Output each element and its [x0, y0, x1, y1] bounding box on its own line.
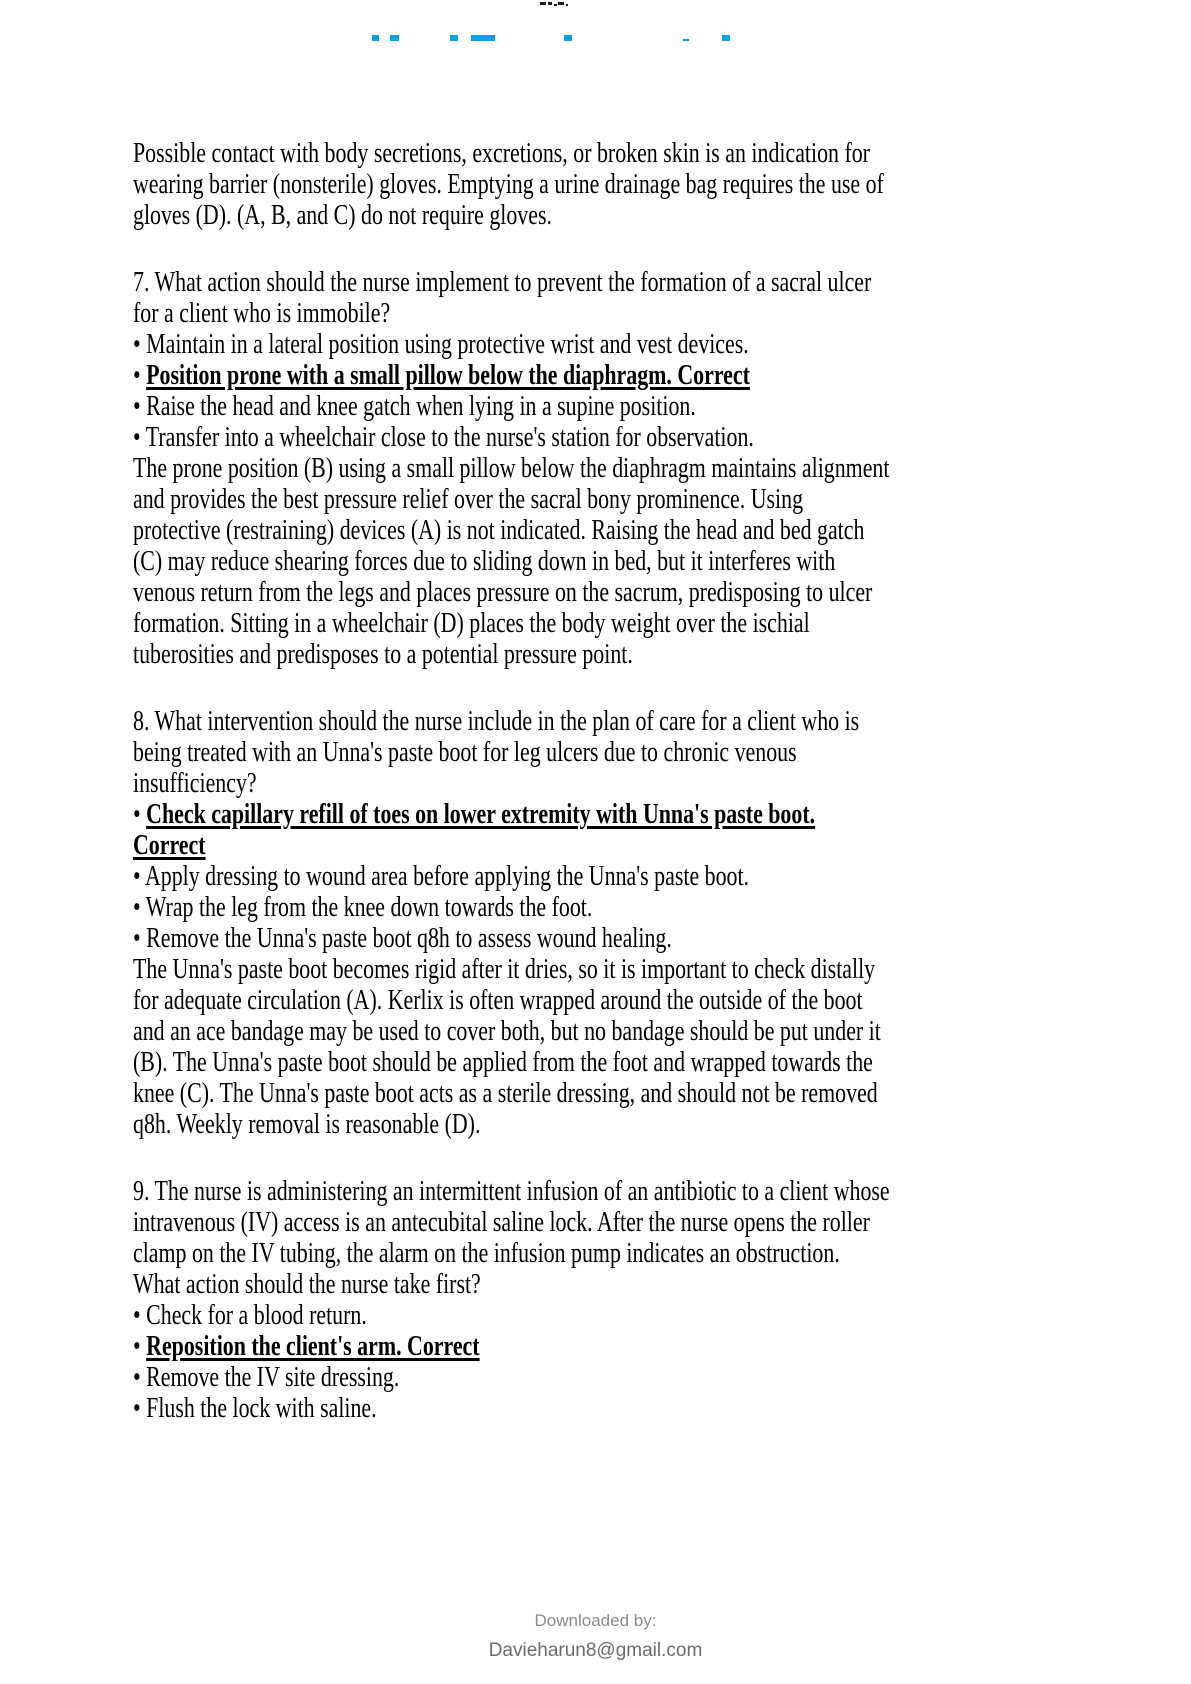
question-block	[133, 706, 1009, 799]
options-block	[133, 329, 1009, 453]
rationale-line: The Unna's paste boot becomes rigid after it dries, so it is important to check distally	[133, 953, 876, 985]
question-line: What action should the nurse take first?	[133, 1268, 481, 1300]
rationale-line: and provides the best pressure relief over the sacral bony prominence. Using	[133, 483, 804, 515]
answer-option	[133, 1300, 1009, 1331]
answer-option	[133, 422, 1009, 453]
answer-text: Apply dressing to wound area before applying the Unna's paste boot.	[144, 860, 750, 892]
bullet-icon: •	[133, 328, 147, 360]
top-dash-artifact	[548, 2, 552, 5]
answer-text: Remove the IV site dressing.	[146, 1361, 400, 1393]
question-line: clamp on the IV tubing, the alarm on the infusion pump indicates an obstruction.	[133, 1237, 840, 1269]
paragraph-line: wearing barrier (nonsterile) gloves. Emptying a urine drainage bag requires the use of	[133, 168, 884, 200]
answer-option	[133, 329, 1009, 360]
bullet-icon: •	[133, 421, 146, 453]
blue-text-fragment-artifact	[450, 35, 458, 41]
document-content	[133, 138, 1009, 1424]
top-dash-artifact	[554, 4, 557, 6]
bullet-icon: •	[133, 922, 147, 954]
question-line: 8. What intervention should the nurse include in the plan of care for a client who is	[133, 705, 860, 737]
top-dash-artifact	[540, 2, 546, 5]
rationale-block	[133, 954, 1009, 1140]
answer-text: Maintain in a lateral position using protective wrist and vest devices.	[146, 328, 749, 360]
question-line: insufficiency?	[133, 767, 257, 799]
answer-text: Raise the head and knee gatch when lying in a supine position.	[146, 390, 696, 422]
footer-email: Davieharun8@gmail.com	[488, 1640, 703, 1661]
paragraph-line: Possible contact with body secretions, excretions, or broken skin is an indication for	[133, 137, 870, 169]
rationale-line: protective (restraining) devices (A) is not indicated. Raising the head and bed gatch	[133, 514, 865, 546]
blue-text-fragment-artifact	[372, 35, 379, 41]
rationale-line: The prone position (B) using a small pillow below the diaphragm maintains alignment	[133, 452, 890, 484]
question-line: for a client who is immobile?	[133, 297, 391, 329]
rationale-line: formation. Sitting in a wheelchair (D) places the body weight over the ischial	[133, 607, 810, 639]
rationale-block	[133, 453, 1009, 670]
rationale-line: venous return from the legs and places pressure on the sacrum, predisposing to ulcer	[133, 576, 873, 608]
footer-downloaded-by-label: Downloaded by:	[534, 1611, 657, 1630]
rationale-line: knee (C). The Unna's paste boot acts as a sterile dressing, and should not be removed	[133, 1077, 878, 1109]
options-block	[133, 799, 1009, 954]
rationale-line: (B). The Unna's paste boot should be applied from the foot and wrapped towards the	[133, 1046, 873, 1078]
question-block	[133, 267, 1009, 329]
bullet-icon: •	[133, 1330, 147, 1362]
answer-text: Transfer into a wheelchair close to the nurse's station for observation.	[145, 421, 754, 453]
rationale-line: tuberosities and predisposes to a potential pressure point.	[133, 638, 633, 670]
top-dash-artifact	[558, 2, 564, 5]
answer-text: Wrap the leg from the knee down towards the foot.	[145, 891, 593, 923]
rationale-line: and an ace bandage may be used to cover both, but no bandage should be put under it	[133, 1015, 881, 1047]
answer-option	[133, 892, 1009, 923]
question-line: 7. What action should the nurse implement to prevent the formation of a sacral ulcer	[133, 266, 872, 298]
correct-answer-text: Reposition the client's arm. Correct	[146, 1330, 480, 1362]
answer-text: Flush the lock with saline.	[146, 1392, 377, 1424]
answer-option	[133, 1393, 1009, 1424]
answer-option-correct	[133, 1331, 1009, 1362]
answer-option-correct	[133, 799, 1009, 861]
bullet-icon: •	[133, 1299, 147, 1331]
answer-option	[133, 923, 1009, 954]
bullet-icon: •	[133, 359, 147, 391]
bullet-icon: •	[133, 798, 147, 830]
options-block	[133, 1300, 1009, 1424]
answer-option	[133, 861, 1009, 892]
top-dash-artifact	[566, 4, 568, 6]
answer-text: Remove the Unna's paste boot q8h to assess wound healing.	[146, 922, 672, 954]
answer-option	[133, 391, 1009, 422]
correct-answer-text: Check capillary refill of toes on lower extremity with Unna's paste boot. Correct	[133, 798, 816, 861]
paragraph-line: gloves (D). (A, B, and C) do not require gloves.	[133, 199, 552, 231]
blue-text-fragment-artifact	[722, 35, 730, 41]
bullet-icon: •	[133, 1392, 147, 1424]
answer-option	[133, 1362, 1009, 1393]
rationale-line: q8h. Weekly removal is reasonable (D).	[133, 1108, 481, 1140]
question-line: 9. The nurse is administering an intermittent infusion of an antibiotic to a client whose	[133, 1175, 890, 1207]
bullet-icon: •	[133, 390, 147, 422]
correct-answer-text: Position prone with a small pillow below the diaphragm. Correct	[146, 359, 750, 391]
blue-text-fragment-artifact	[564, 35, 572, 41]
paragraph-block	[133, 138, 1009, 231]
question-block	[133, 1176, 1009, 1300]
bullet-icon: •	[133, 891, 146, 923]
answer-text: Check for a blood return.	[146, 1299, 367, 1331]
rationale-line: for adequate circulation (A). Kerlix is often wrapped around the outside of the boot	[133, 984, 863, 1016]
blue-text-fragment-artifact	[390, 35, 399, 41]
question-line: being treated with an Unna's paste boot for leg ulcers due to chronic venous	[133, 736, 797, 768]
rationale-line: (C) may reduce shearing forces due to sliding down in bed, but it interferes with	[133, 545, 836, 577]
answer-option-correct	[133, 360, 1009, 391]
bullet-icon: •	[133, 860, 145, 892]
blue-text-fragment-artifact	[683, 39, 689, 41]
blue-text-fragment-artifact	[471, 35, 495, 41]
bullet-icon: •	[133, 1361, 147, 1393]
question-line: intravenous (IV) access is an antecubital saline lock. After the nurse opens the roller	[133, 1206, 870, 1238]
